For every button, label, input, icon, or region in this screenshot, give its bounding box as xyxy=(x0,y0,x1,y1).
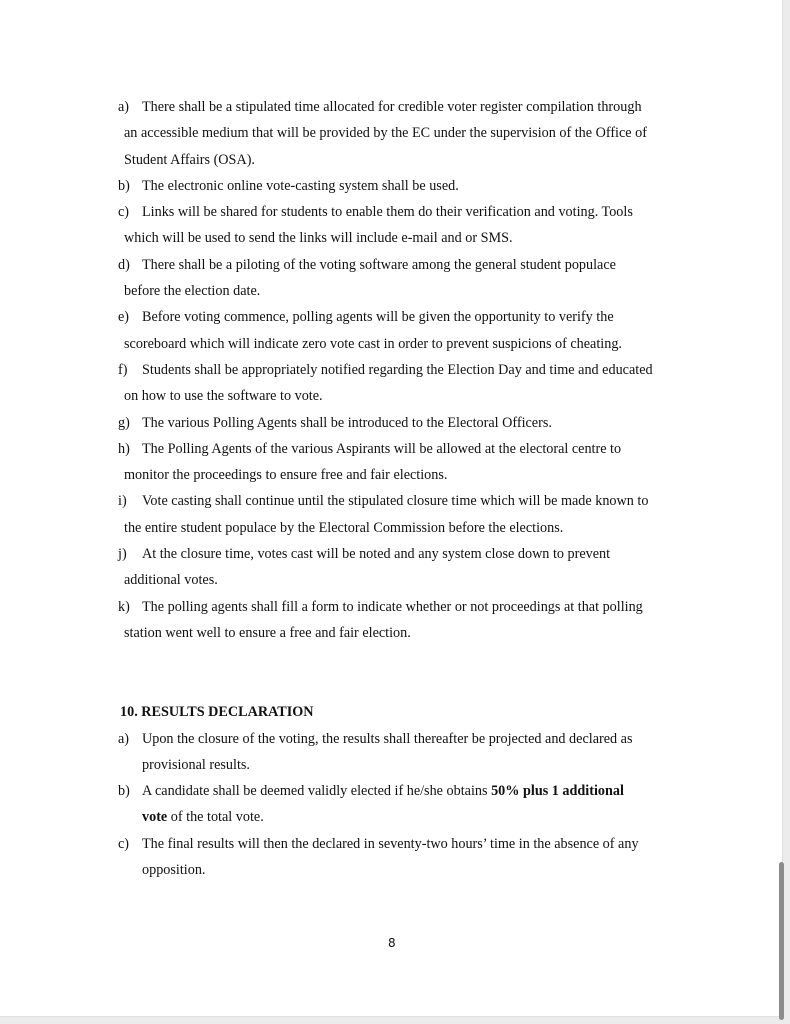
list-item xyxy=(118,252,700,305)
item-text-line: There shall be a piloting of the voting software among the general student populace xyxy=(142,256,616,273)
emphasis-text: vote xyxy=(142,809,168,826)
item-text-line: the entire student populace by the Electoral Commission before the elections. xyxy=(124,519,564,536)
item-text-line: which will be used to send the links will include e-mail and or SMS. xyxy=(124,230,513,247)
item-text-line: additional votes. xyxy=(124,572,218,589)
list-item xyxy=(118,778,700,831)
item-text-line: before the election date. xyxy=(124,283,261,300)
item-marker: c) xyxy=(118,204,130,221)
item-text-line: of the total vote. xyxy=(167,809,264,826)
item-text-line: Student Affairs (OSA). xyxy=(124,151,255,168)
page-content xyxy=(118,94,700,883)
item-marker: e) xyxy=(118,309,130,326)
item-text-line: Links will be shared for students to enable them do their verification and voting. Tools xyxy=(142,204,633,221)
item-text-line: There shall be a stipulated time allocated for credible voter register compilation through xyxy=(142,99,642,115)
results-declaration-list xyxy=(118,726,700,884)
voting-procedures-list xyxy=(118,94,700,646)
item-marker: a) xyxy=(118,730,130,747)
list-item xyxy=(118,173,700,199)
list-item xyxy=(118,831,700,884)
item-text-line: Students shall be appropriately notified regarding the Election Day and time and educated xyxy=(142,361,653,378)
item-marker: a) xyxy=(118,99,130,115)
item-text-line: At the closure time, votes cast will be noted and any system close down to prevent xyxy=(142,546,611,563)
item-marker: k) xyxy=(118,598,130,615)
item-text-line: Before voting commence, polling agents will be given the opportunity to verify the xyxy=(142,309,614,326)
item-marker: f) xyxy=(118,361,128,378)
item-marker: c) xyxy=(118,835,130,852)
list-item xyxy=(118,436,700,489)
item-text-line: The various Polling Agents shall be introduced to the Electoral Officers. xyxy=(142,414,552,431)
item-text-line: A candidate shall be deemed validly elected if he/she obtains xyxy=(142,783,492,800)
item-text-line: station went well to ensure a free and fair election. xyxy=(124,624,411,641)
item-marker: b) xyxy=(118,783,130,800)
item-marker: d) xyxy=(118,256,130,273)
list-item xyxy=(118,199,700,252)
emphasis-text: 50% plus 1 additional xyxy=(491,783,624,800)
list-item xyxy=(118,357,700,410)
item-text-line: monitor the proceedings to ensure free and fair elections. xyxy=(124,467,448,484)
item-text-line: scoreboard which will indicate zero vote cast in order to prevent suspicions of cheating. xyxy=(124,335,622,352)
list-item xyxy=(118,488,700,541)
item-marker: j) xyxy=(118,546,127,563)
list-item xyxy=(118,541,700,594)
section-heading: 10. RESULTS DECLARATION xyxy=(120,704,314,721)
page-number: 8 xyxy=(388,936,396,950)
item-marker: i) xyxy=(118,493,127,510)
item-text-line: Upon the closure of the voting, the results shall thereafter be projected and declared as xyxy=(142,730,633,747)
item-marker: g) xyxy=(118,414,130,431)
list-item xyxy=(118,94,700,173)
item-text-line: The electronic online vote-casting system shall be used. xyxy=(142,177,459,194)
item-text-line: on how to use the software to vote. xyxy=(124,388,323,405)
item-marker: h) xyxy=(118,440,130,457)
list-item xyxy=(118,410,700,436)
list-item xyxy=(118,594,700,647)
list-item xyxy=(118,726,700,779)
item-text-line: opposition. xyxy=(142,862,206,879)
item-text-line: The final results will then the declared in seventy-two hours’ time in the absence of any xyxy=(142,835,639,852)
item-text-line: Vote casting shall continue until the stipulated closure time which will be made known to xyxy=(142,493,649,510)
item-marker: b) xyxy=(118,177,130,194)
section-spacer xyxy=(118,646,700,699)
vertical-scrollbar-thumb[interactable] xyxy=(779,862,784,1020)
item-text-line: The polling agents shall fill a form to indicate whether or not proceedings at that polling xyxy=(142,598,643,615)
item-text-line: The Polling Agents of the various Aspirants will be allowed at the electoral centre to xyxy=(142,440,622,457)
item-text-line: provisional results. xyxy=(142,756,250,773)
list-item xyxy=(118,304,700,357)
item-text-line: an accessible medium that will be provided by the EC under the supervision of the Office of xyxy=(124,125,647,142)
